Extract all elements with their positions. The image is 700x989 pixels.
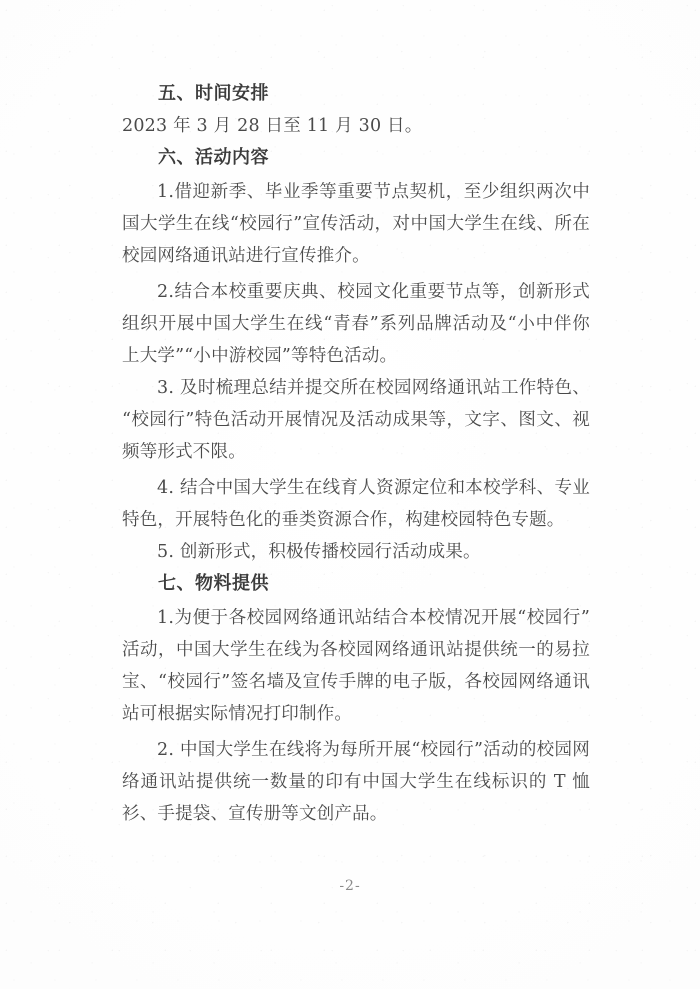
section-heading-schedule: 五、时间安排 [158, 83, 269, 104]
activity-item-1: 1.借迎新季、毕业季等重要节点契机，至少组织两次中国大学生在线“校园行”宣传活动，对中国大学生在线、所在校园网络通讯站进行宣传推介。 [122, 182, 590, 266]
activity-item-5: 5. 创新形式，积极传播校园行活动成果。 [157, 542, 481, 562]
section-heading-activities: 六、活动内容 [158, 147, 269, 168]
section-heading-materials: 七、物料提供 [158, 573, 269, 594]
activity-item-3: 3. 及时梳理总结并提交所在校园网络通讯站工作特色、“校园行”特色活动开展情况及活动成果等，文字、图文、视频等形式不限。 [122, 378, 590, 462]
activity-item-2: 2.结合本校重要庆典、校园文化重要节点等，创新形式组织开展中国大学生在线“青春”系列品牌活动及“小中伴你上大学”“小中游校园”等特色活动。 [122, 282, 590, 366]
material-item-2: 2. 中国大学生在线将为每所开展“校园行”活动的校园网络通讯站提供统一数量的印有中国大学生在线标识的 T 恤衫、手提袋、宣传册等文创产品。 [122, 740, 590, 824]
document-body [122, 0, 590, 989]
schedule-date-line: 2023 年 3 月 28 日至 11 月 30 日。 [122, 116, 423, 136]
activity-item-4: 4. 结合中国大学生在线育人资源定位和本校学科、专业特色，开展特色化的垂类资源合作，构建校园特色专题。 [122, 478, 590, 530]
material-item-1: 1.为便于各校园网络通讯站结合本校情况开展“校园行”活动，中国大学生在线为各校园网络通讯站提供统一的易拉宝、“校园行”签名墙及宣传手牌的电子版，各校园网络通讯站可根据实际情况打印制作。 [122, 608, 590, 724]
page-number-footer: -2- [339, 878, 361, 894]
